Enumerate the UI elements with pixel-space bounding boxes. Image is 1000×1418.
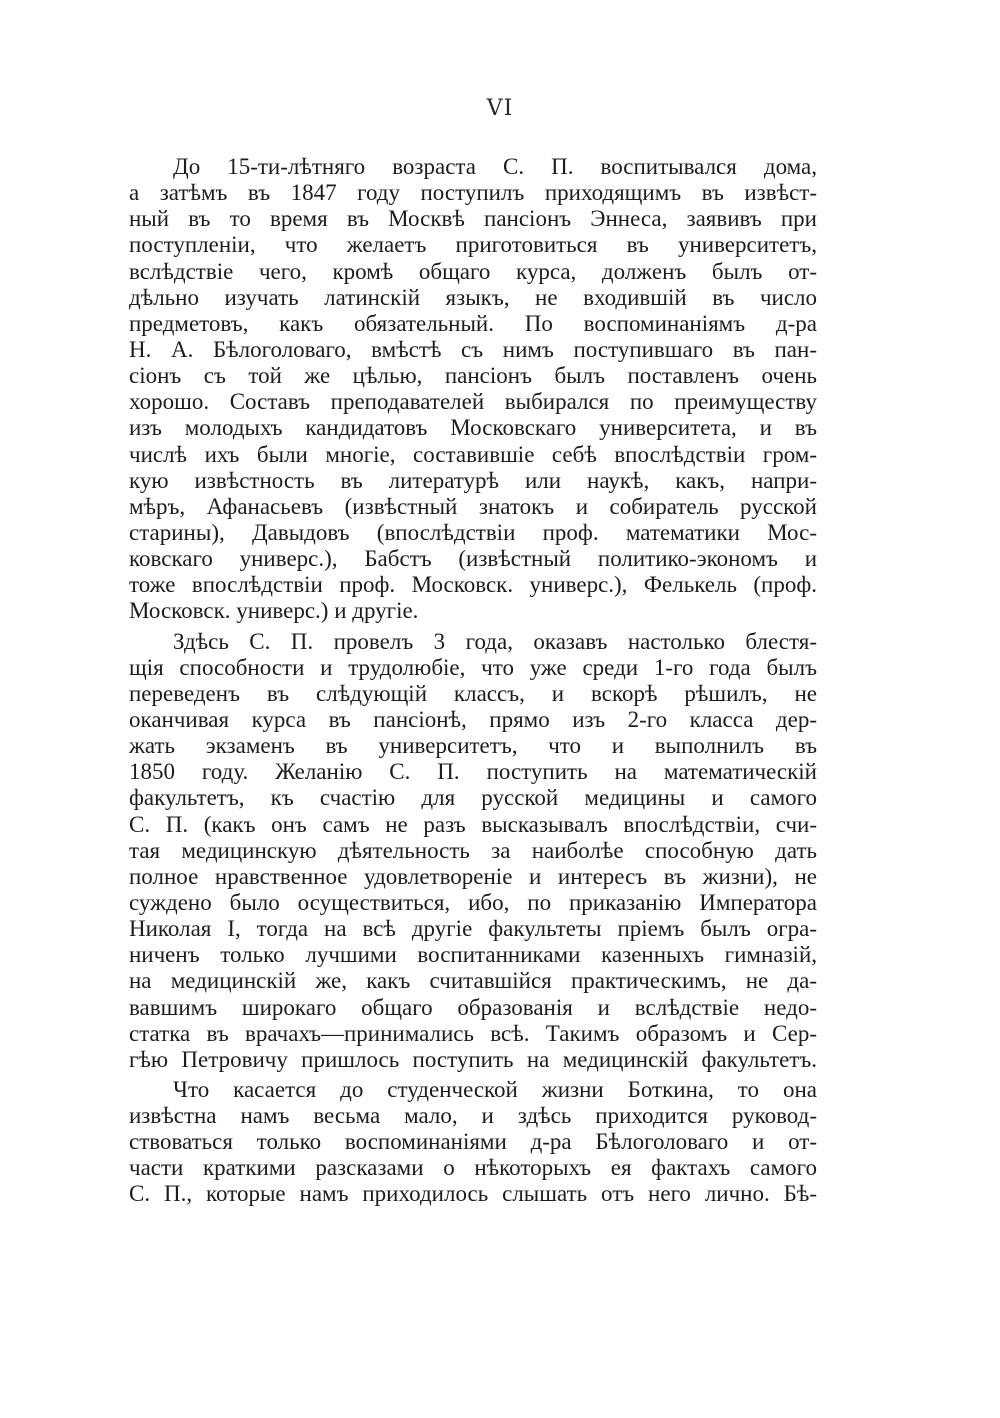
text-line: кую извѣстность въ литературѣ или наукѣ, какъ, напри- (129, 467, 817, 493)
text-line: дѣльно изучать латинскій языкъ, не входившій въ число (129, 284, 817, 310)
text-line: 1850 году. Желанію С. П. поступить на математическій (129, 759, 817, 785)
text-line: оканчивая курса въ пансіонѣ, прямо изъ 2-го класса дер- (129, 706, 817, 732)
text-line: на медицинскій же, какъ считавшійся практическимъ, не да- (129, 968, 817, 994)
text-line: вслѣдствіе чего, кромѣ общаго курса, долженъ былъ от- (129, 258, 817, 284)
text-line: мѣръ, Афанасьевъ (извѣстный знатокъ и собиратель русской (129, 493, 817, 519)
text-line: поступленіи, что желаетъ приготовиться въ университетъ, (129, 232, 817, 258)
text-line: факультетъ, къ счастію для русской медицины и самого (129, 785, 817, 811)
body-text (129, 154, 817, 1208)
text-line: Что касается до студенческой жизни Боткина, то она (173, 1076, 817, 1102)
text-line: ковскаго универс.), Бабстъ (извѣстный политико-экономъ и (129, 546, 817, 572)
text-line: статка въ врачахъ—принимались всѣ. Такимъ образомъ и Сер- (129, 1020, 817, 1046)
text-line: С. П., которые намъ приходилось слышать отъ него лично. Бѣ- (129, 1181, 817, 1207)
text-line: изъ молодыхъ кандидатовъ Московскаго университета, и въ (129, 415, 817, 441)
text-line: тая медицинскую дѣятельность за наиболѣе способную дать (129, 837, 817, 863)
text-line: С. П. (какъ онъ самъ не разъ высказывалъ впослѣдствіи, счи- (129, 811, 817, 837)
text-line: Здѣсь С. П. провелъ 3 года, оказавъ настолько блестя- (173, 628, 817, 654)
text-line: Московск. универс.) и другіе. (129, 598, 419, 624)
text-line: полное нравственное удовлетвореніе и интересъ въ жизни), не (129, 863, 817, 889)
text-line: Николая I, тогда на всѣ другіе факультеты пріемъ былъ огра- (129, 916, 817, 942)
paragraph (129, 629, 817, 1073)
text-line: числѣ ихъ были многіе, составившіе себѣ впослѣдствіи гром- (129, 441, 817, 467)
text-line: суждено было осуществиться, ибо, по приказанію Императора (129, 889, 817, 915)
text-line: извѣстна намъ весьма мало, и здѣсь приходится руковод- (129, 1103, 817, 1129)
text-line: старины), Давыдовъ (впослѣдствіи проф. математики Мос- (129, 519, 817, 545)
text-line: а затѣмъ въ 1847 году поступилъ приходящимъ въ извѣст- (129, 180, 817, 206)
text-line: ниченъ только лучшими воспитанниками казенныхъ гимназій, (129, 942, 817, 968)
text-line: части краткими разсказами о нѣкоторыхъ ея фактахъ самого (129, 1155, 817, 1181)
text-line: жать экзаменъ въ университетъ, что и выполнилъ въ (129, 733, 817, 759)
text-line: Н. А. Бѣлоголоваго, вмѣстѣ съ нимъ поступившаго въ пан- (129, 336, 817, 362)
paragraph (129, 1077, 817, 1208)
text-line: сіонъ съ той же цѣлью, пансіонъ былъ поставленъ очень (129, 363, 817, 389)
paragraph (129, 154, 817, 625)
text-line: предметовъ, какъ обязательный. По воспоминаніямъ д-ра (129, 310, 817, 336)
text-line: переведенъ въ слѣдующій классъ, и вскорѣ рѣшилъ, не (129, 680, 817, 706)
page-number: VI (486, 96, 514, 121)
text-line: ствоваться только воспоминаніями д-ра Бѣлоголоваго и от- (129, 1129, 817, 1155)
text-line: щія способности и трудолюбіе, что уже среди 1-го года былъ (129, 654, 817, 680)
text-line: До 15-ти-лѣтняго возраста С. П. воспитывался дома, (173, 154, 817, 179)
text-line: гѣю Петровичу пришлось поступить на медицинскій факультетъ. (129, 1046, 817, 1072)
text-line: вавшимъ широкаго общаго образованія и вслѣдствіе недо- (129, 994, 817, 1020)
text-line: хорошо. Составъ преподавателей выбирался по преимуществу (129, 389, 817, 415)
text-line: ный въ то время въ Москвѣ пансіонъ Эннеса, заявивъ при (129, 206, 817, 232)
text-line: тоже впослѣдствіи проф. Московск. универс.), Фелькель (проф. (129, 572, 817, 598)
